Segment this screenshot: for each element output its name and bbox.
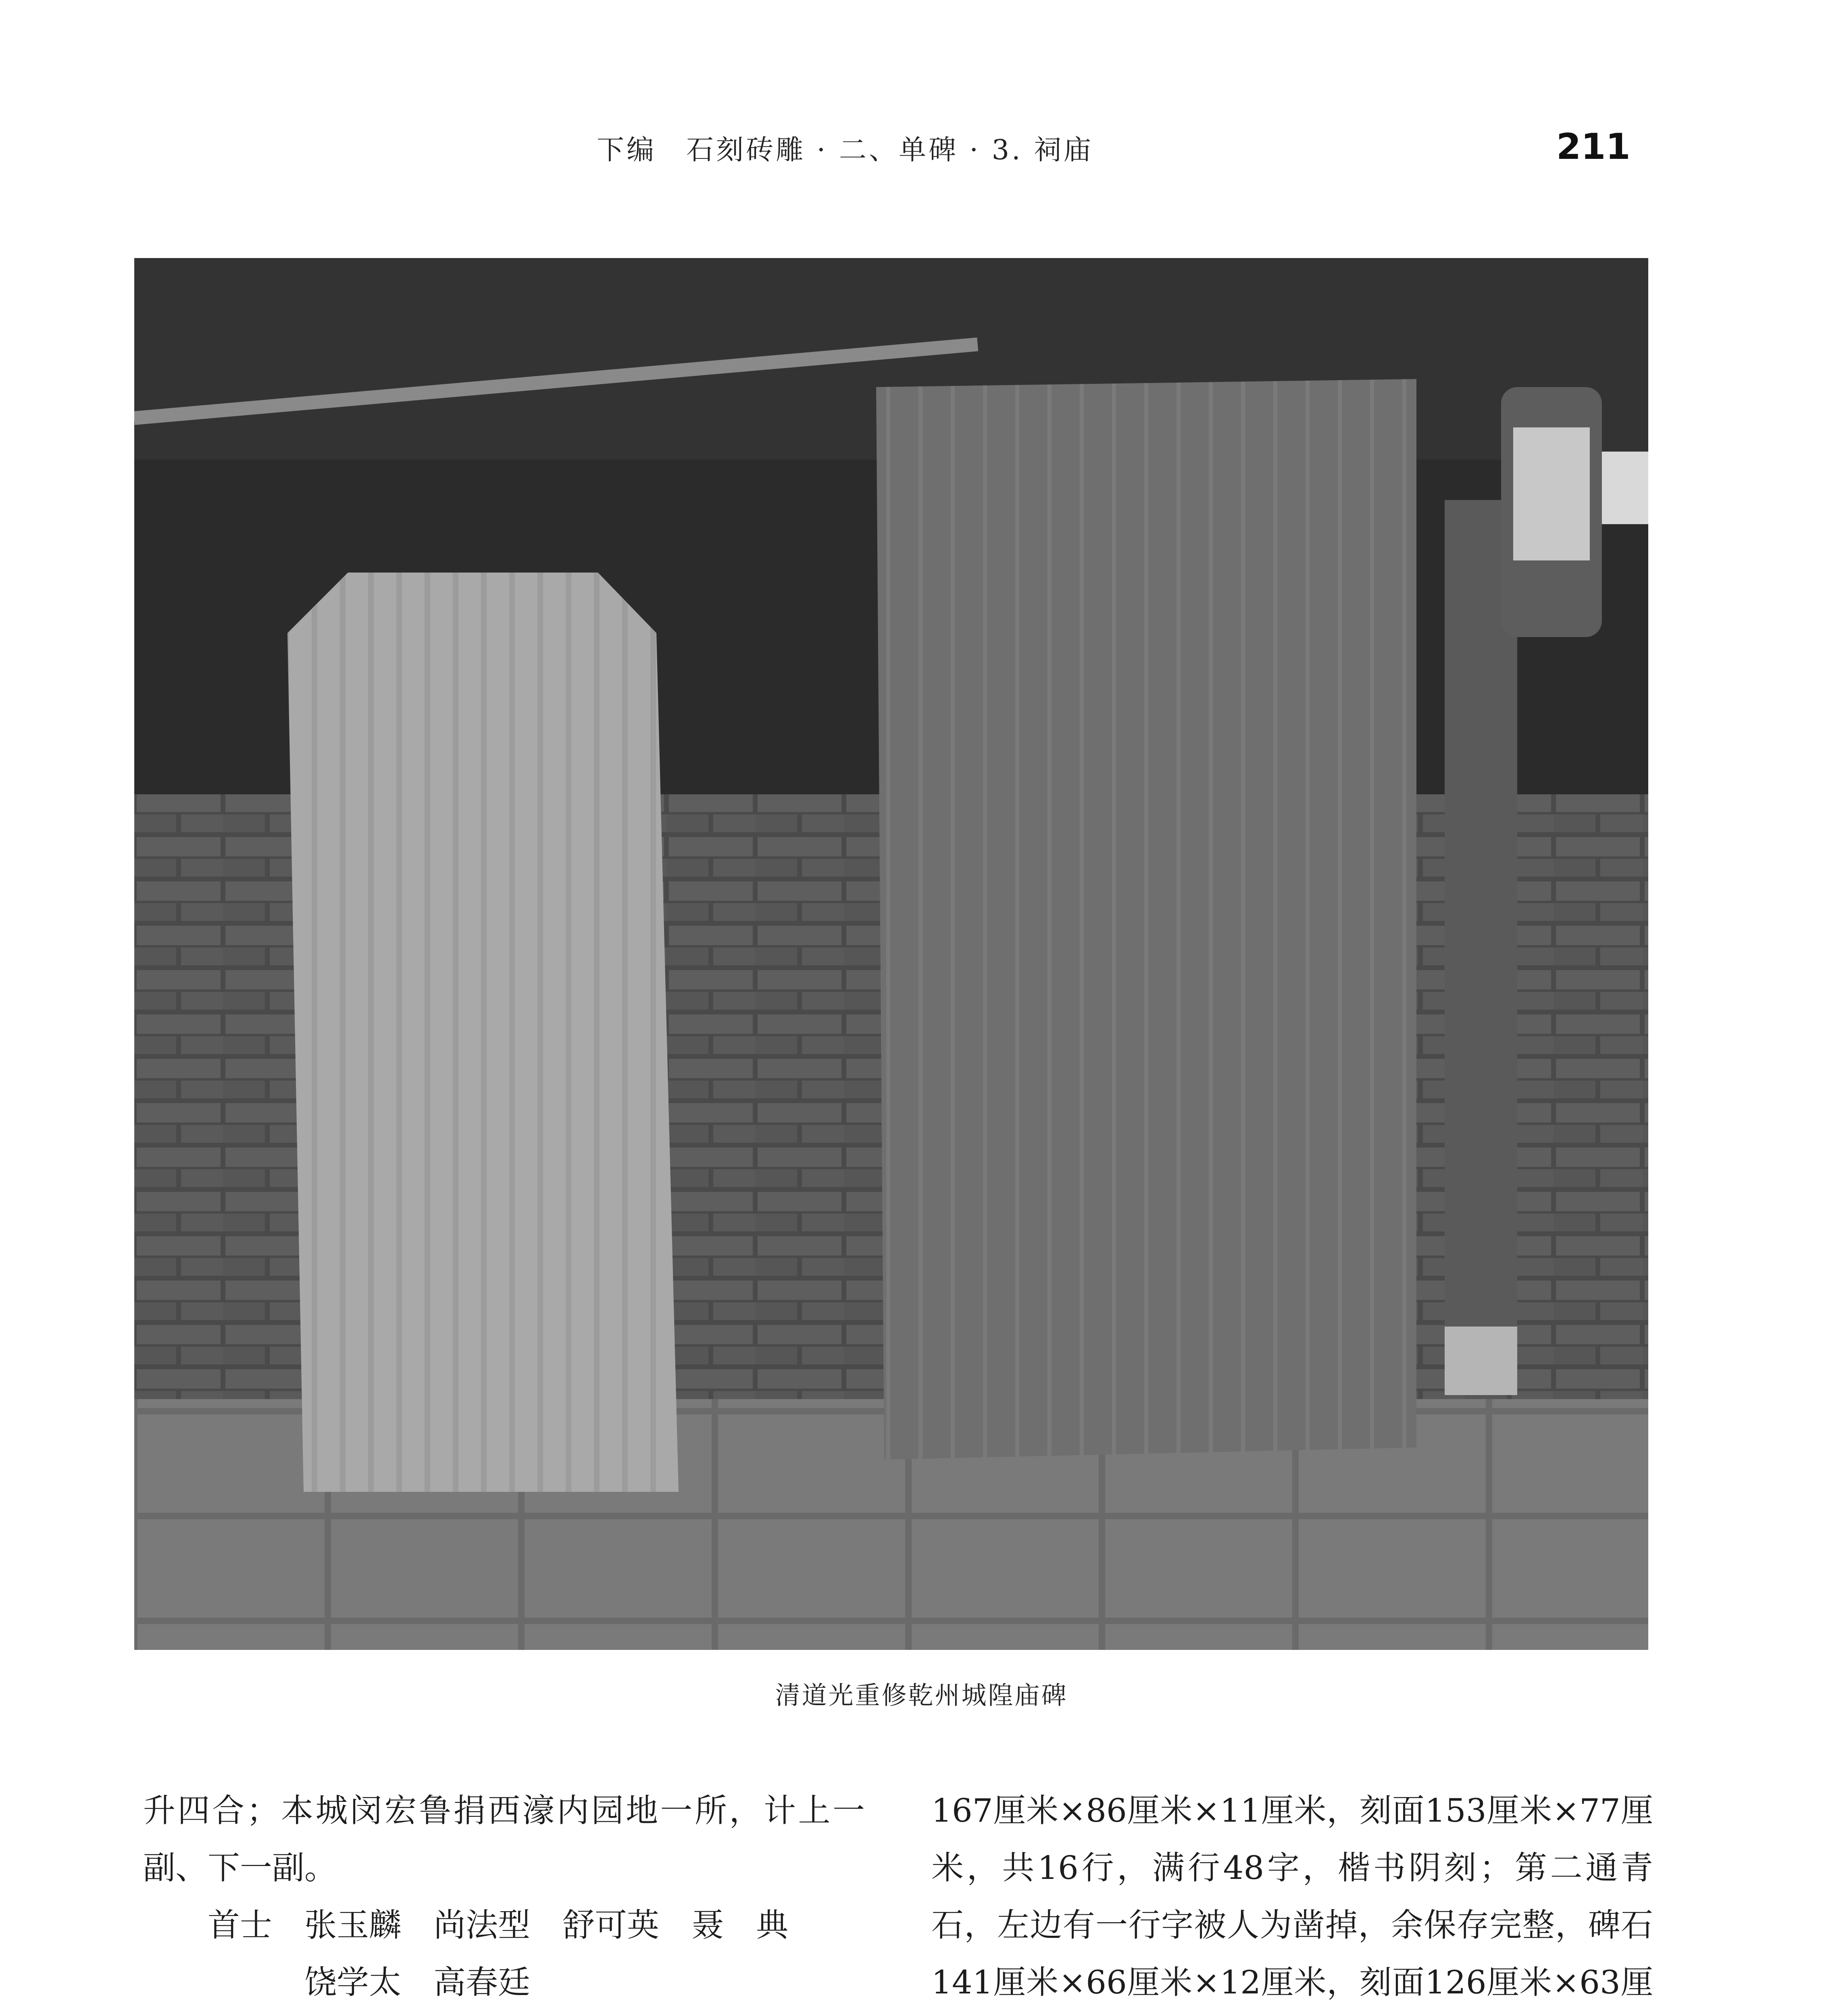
- right-column: [931, 1782, 1653, 2016]
- stele-photo: [134, 258, 1648, 1650]
- left-column: [143, 1782, 865, 2016]
- donation-paragraph: 升四合；本城闵宏鲁捐西濠内园地一所，计上一副、下一副。: [143, 1792, 865, 1887]
- stele-description: 167厘米×86厘米×11厘米，刻面153厘米×77厘米，共16行，满行48字，楷书阴刻；第二通青石，左边有一行字被人为凿掉，余保存完整，碑石141厘米×66厘米×12厘米，刻面126厘米×63厘: [931, 1792, 1653, 2001]
- signature-line: [143, 2011, 865, 2016]
- running-header: 下编 石刻砖雕 · 二、单碑 · 3. 祠庙: [597, 134, 1094, 166]
- page-number: 211: [1556, 126, 1631, 167]
- signature-line: 首士 张玉麟 尚法型 舒可英 聂 典: [143, 1906, 788, 1944]
- signature-line: 饶学太 高春廷: [143, 1964, 530, 2001]
- figure-caption: 清道光重修乾州城隍庙碑: [775, 1681, 1068, 1710]
